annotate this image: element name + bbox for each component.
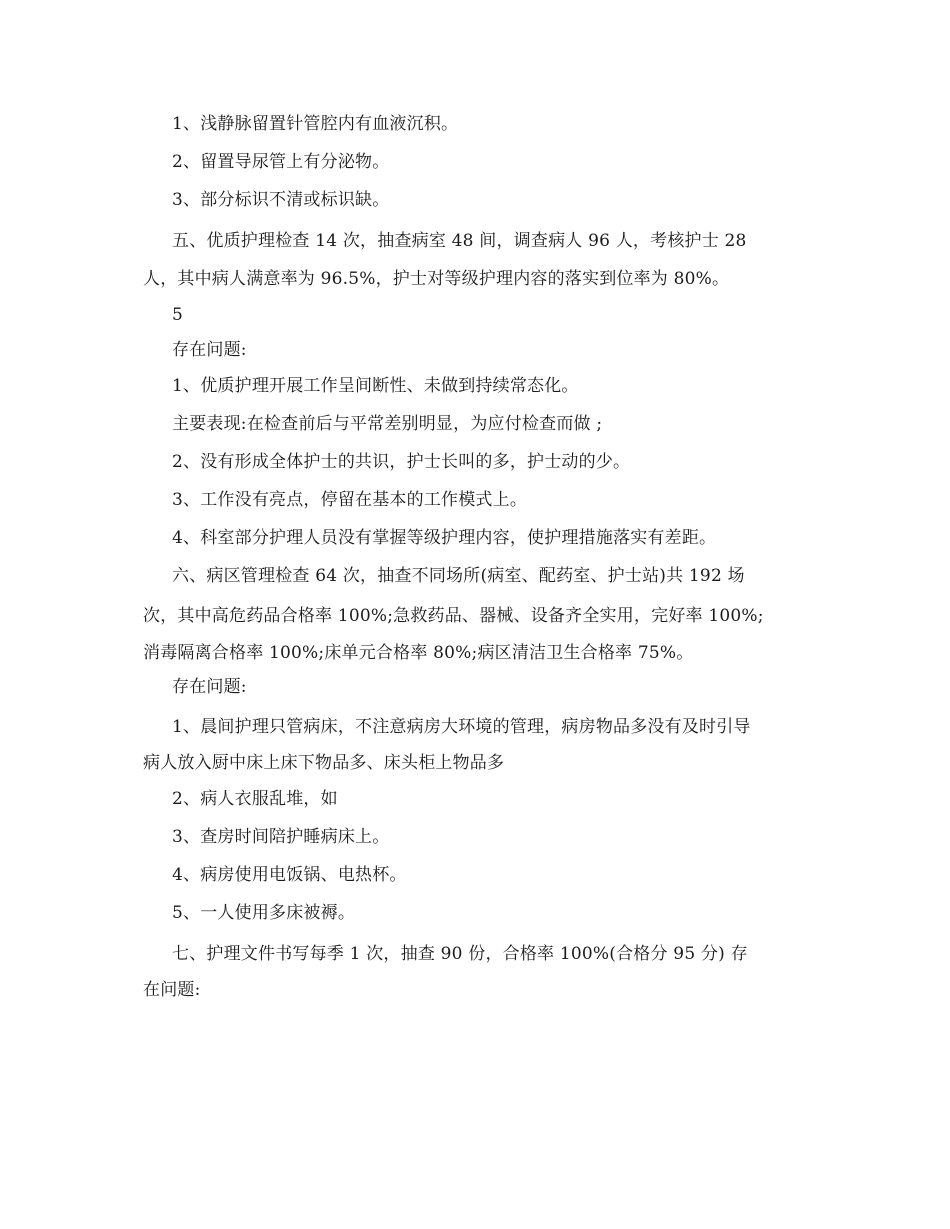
problem-item-continuation: 病人放入厨中床上床下物品多、床头柜上物品多 <box>143 753 505 773</box>
problem-item: 2、没有形成全体护士的共识，护士长叫的多，护士动的少。 <box>172 452 631 472</box>
problem-item: 2、病人衣服乱堆，如 <box>172 789 338 809</box>
problem-item: 1、优质护理开展工作呈间断性、未做到持续常态化。 <box>172 376 579 396</box>
section-7-heading: 七、护理文件书写每季 1 次，抽查 90 份，合格率 100%(合格分 95 分) 存 <box>172 944 748 964</box>
problem-item: 3、工作没有亮点，停留在基本的工作模式上。 <box>172 490 528 510</box>
problems-label: 存在问题: <box>172 340 247 360</box>
section-6-heading: 六、病区管理检查 64 次，抽查不同场所(病室、配药室、护士站)共 192 场 <box>172 566 745 586</box>
problem-item: 1、晨间护理只管病床，不注意病房大环境的管理，病房物品多没有及时引导 <box>172 717 751 737</box>
section-6-continuation: 次，其中高危药品合格率 100%;急救药品、器械、设备齐全实用，完好率 100%; <box>143 606 764 626</box>
problem-item: 4、病房使用电饭锅、电热杯。 <box>172 865 407 885</box>
section-5-continuation: 人，其中病人满意率为 96.5%，护士对等级护理内容的落实到位率为 80%。 <box>143 269 730 289</box>
problems-label: 存在问题: <box>172 677 247 697</box>
section-7-continuation: 在问题: <box>143 980 201 1000</box>
section-6-continuation: 消毒隔离合格率 100%;床单元合格率 80%;病区清洁卫生合格率 75%。 <box>143 643 694 663</box>
issue-line-1: 1、浅静脉留置针管腔内有血液沉积。 <box>172 114 459 134</box>
problem-item: 3、查房时间陪护睡病床上。 <box>172 827 390 847</box>
problem-item: 5、一人使用多床被褥。 <box>172 903 356 923</box>
page-number: 5 <box>172 305 184 325</box>
problem-detail: 主要表现:在检查前后与平常差别明显，为应付检查而做 ; <box>172 414 603 434</box>
section-5-heading: 五、优质护理检查 14 次，抽查病室 48 间，调查病人 96 人，考核护士 28 <box>172 231 747 251</box>
issue-line-2: 2、留置导尿管上有分泌物。 <box>172 152 390 172</box>
problem-item: 4、科室部分护理人员没有掌握等级护理内容，使护理措施落实有差距。 <box>172 528 717 548</box>
issue-line-3: 3、部分标识不清或标识缺。 <box>172 190 390 210</box>
